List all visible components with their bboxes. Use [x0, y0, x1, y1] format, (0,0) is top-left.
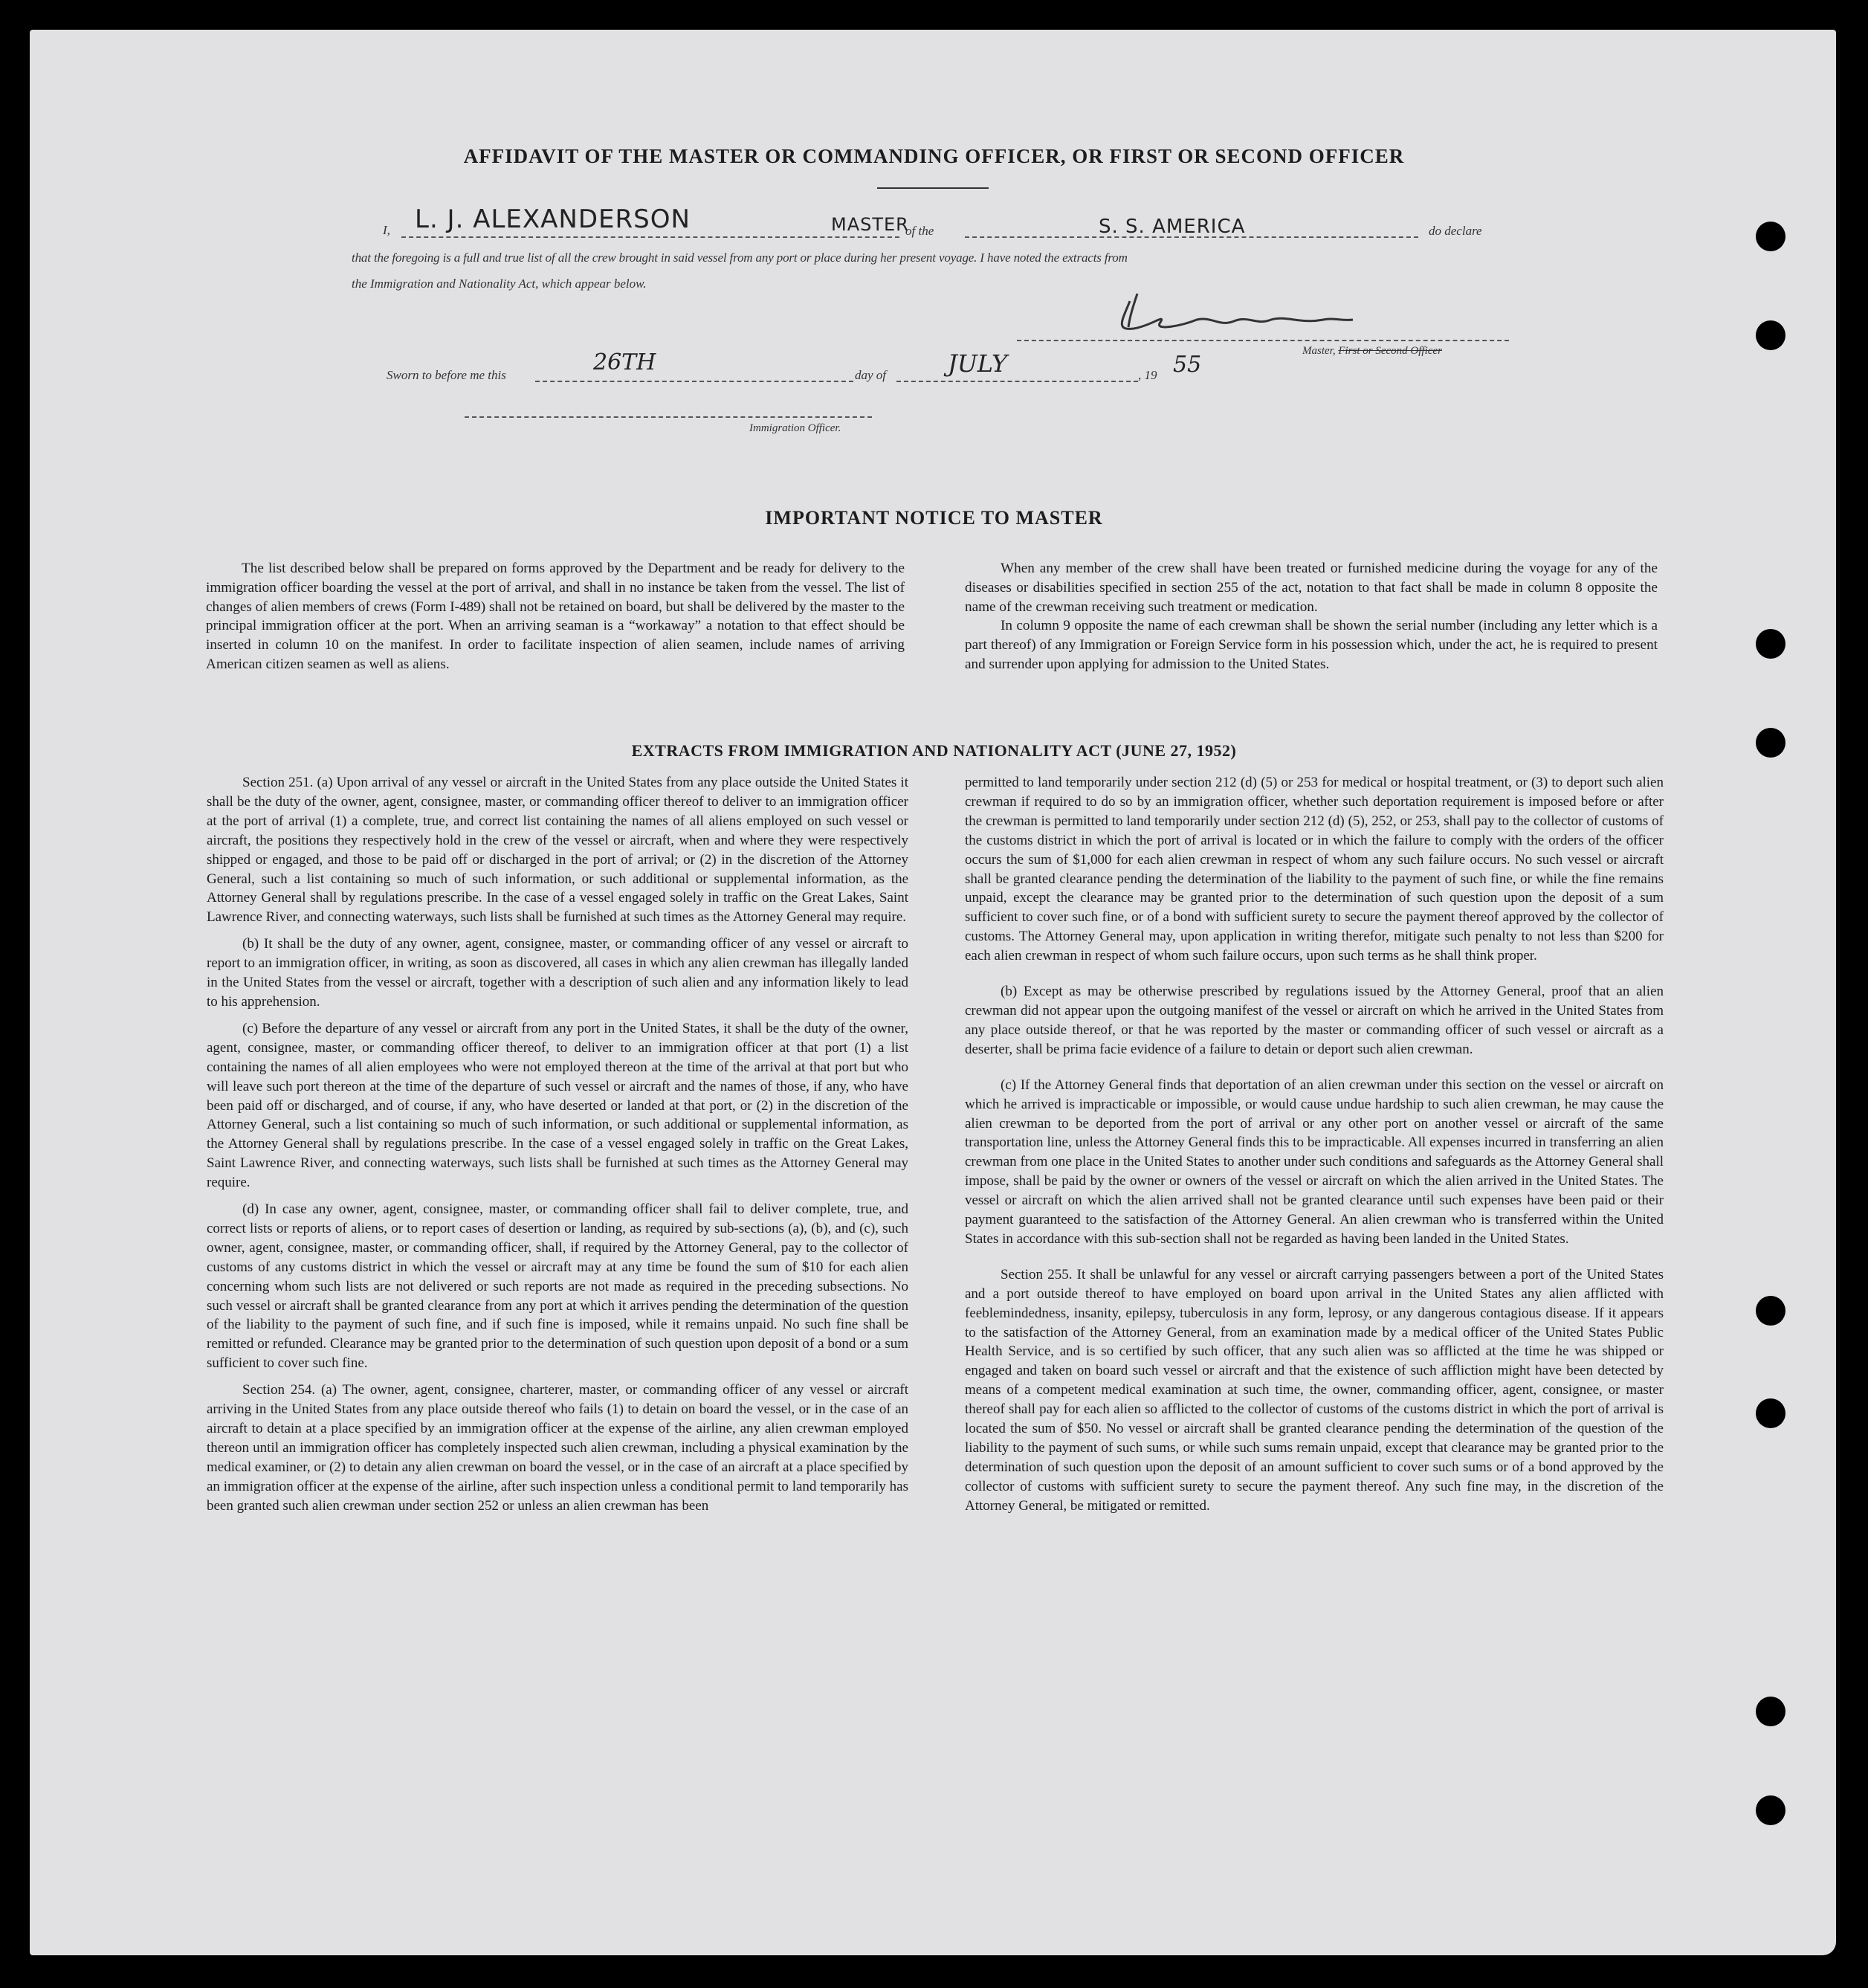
year-label: , 19	[1138, 368, 1157, 382]
declaration-line-1: that the foregoing is a full and true list of all the crew brought in said vessel from any port or place during her present voyage. I have noted the extracts from	[352, 251, 1128, 265]
notice-right-paragraph-1: When any member of the crew shall have been treated or furnished medicine during the voyage for any of the diseases or disabilities specified in section 255 of the act, notation to that fact shall be made in column 8 opposite the name of the crewman receiving such treatment or medication.	[965, 561, 1658, 615]
punch-hole	[1756, 222, 1785, 251]
immigration-officer-line	[465, 416, 872, 418]
notice-left-paragraph: The list described below shall be prepared on forms approved by the Department and be ready for delivery to the immigration officer boarding the vessel at the port of arrival, and shall in no instance be taken from the vessel. The list of changes of alien members of crews (Form I-489) shall not be retained on board, but shall be delivered by the master to the principal immigration officer at the port. When an arriving seaman is a “workaway” a notation to that effect should be inserted in column 10 on the manifest. In order to facilitate inspection of alien seamen, include names of arriving American citizen seamen as well as aliens.	[206, 561, 905, 672]
signature-caption-master: Master,	[1302, 345, 1336, 357]
notice-right-column	[965, 559, 1658, 674]
day-of-label: day of	[855, 368, 887, 382]
officer-rank: MASTER	[831, 214, 909, 235]
sworn-month: JULY	[948, 349, 1008, 378]
section-254-a: Section 254. (a) The owner, agent, consignee, charterer, master, or commanding officer of any vessel or aircraft arriving in the United States from any place outside thereof who fails (1) to detain on board the vessel, or in the case of an aircraft to detain at a place specified by an immigration officer at the expense of the airline, any alien crewman employed thereon until an immigration officer has completely inspected such alien crewman, including a physical examination by the medical examiner, or (2) to detain any alien crewman on board the vessel, or in the case of an aircraft at a place specified by an immigration officer at the expense of the airline, after such inspection unless a conditional permit to land temporarily has been granted such alien crewman under section 252 or unless an alien crewman has been	[207, 1382, 908, 1514]
affidavit-title: AFFIDAVIT OF THE MASTER OR COMMANDING OFFICER, OR FIRST OR SECOND OFFICER	[463, 145, 1405, 167]
section-254-c: (c) If the Attorney General finds that deportation of an alien crewman under this section on the vessel or aircraft on which he arrived is impracticable or impossible, or would cause undue hardship to such alien crewman, he may cause the alien crewman to be deported from the port of arrival or any other port on another vessel or aircraft of the same transportation line, unless the Attorney General finds this to be impracticable. All expenses incurred in transferring an alien crewman from one place in the United States to another under such conditions and safeguards as the Attorney General shall impose, shall be paid by the owner or owners of the vessel or aircraft on which the alien arrived in the United States. The vessel or aircraft on which the alien arrived shall not be granted clearance until such expenses have been paid or their payment guaranteed to the satisfaction of the Attorney General. An alien crewman who is transferred within the United States in accordance with this sub-section shall not be regarded as having been landed in the United States.	[965, 1077, 1664, 1247]
do-declare-label: do declare	[1429, 224, 1482, 238]
sworn-day-line	[535, 381, 853, 382]
section-251-d: (d) In case any owner, agent, consignee, master, or commanding officer shall fail to deliver complete, true, and correct lists or reports of aliens, or to report cases of desertion or landing, as required by sub-sections (a), (b), and (c), such owner, agent, consignee, master, or commanding officer, shall, if required by the Attorney General, pay to the collector of customs of any customs district in which the vessel or aircraft may at any time be found the sum of $10 for each alien concerning whom such lists are not delivered or such reports are not made as required in the preceding subsections. No such vessel or aircraft shall be granted clearance from any port at which it arrives pending the determination of the question of the liability to the payment of such fine, and if such fine is imposed, while it remains unpaid. No such fine shall be remitted or refunded. Clearance may be granted prior to the determination of such question upon deposit of a bond or a sum sufficient to cover such fine.	[207, 1201, 908, 1372]
extracts-right-column	[965, 773, 1664, 1516]
sworn-label: Sworn to before me this	[387, 368, 506, 382]
punch-hole	[1756, 320, 1785, 350]
signature-line	[1017, 340, 1509, 341]
sworn-year: 55	[1173, 352, 1202, 378]
officer-name: L. J. ALEXANDERSON	[415, 204, 691, 234]
punch-hole	[1756, 1795, 1785, 1825]
section-251-b: (b) It shall be the duty of any owner, agent, consignee, master, or commanding officer of any vessel or aircraft to report to an immigration officer, in writing, as soon as discovered, all cases in which any alien crewman has illegally landed in the United States from the vessel or aircraft, together with a description of such alien and any information likely to lead to his apprehension.	[207, 936, 908, 1010]
vessel-name: S. S. AMERICA	[1099, 216, 1246, 238]
i-prefix: I,	[383, 223, 390, 237]
punch-hole	[1756, 1697, 1785, 1726]
signature-caption	[1302, 345, 1442, 358]
extracts-title: EXTRACTS FROM IMMIGRATION AND NATIONALITY ACT (JUNE 27, 1952)	[631, 741, 1237, 760]
extracts-left-column	[207, 773, 908, 1516]
sworn-month-line	[896, 381, 1138, 382]
declaration-line-2: the Immigration and Nationality Act, which appear below.	[352, 277, 647, 291]
notice-right-paragraph-2: In column 9 opposite the name of each crewman shall be shown the serial number (including any letter which is a part thereof) of any Immigration or Foreign Service form in his possession which, under the act, he is required to present and surrender upon applying for admission to the United States.	[965, 618, 1658, 672]
sworn-day: 26TH	[593, 349, 656, 375]
punch-hole	[1756, 1398, 1785, 1428]
section-255: Section 255. It shall be unlawful for any vessel or aircraft carrying passengers between a port of the United States and a port outside thereof to have employed on board upon arrival in the United States any alien afflicted with feeblemindedness, insanity, epilepsy, tuberculosis in any form, leprosy, or any dangerous contagious disease. If it appears to the satisfaction of the Attorney General, from an examination made by a medical officer of the United States Public Health Service, and is so certified by such officer, that any such alien was so afflicted at the time he was shipped or engaged and taken on board such vessel or aircraft and that the existence of such affliction might have been detected by means of a competent medical examination at such time, the owner, commanding officer, agent, consignee, or master thereof shall pay for each alien so afflicted to the collector of customs of the customs district in which the port of arrival is located the sum of $50. No vessel or aircraft shall be granted clearance pending the determination of the question of the liability to the payment of such sums, or while such sums remain unpaid, except that clearance may be granted prior to the determination of such question upon the deposit of an amount sufficient to cover such sums or of a bond approved by the collector of customs with sufficient surety to secure the payment thereof. Any such fine may, in the discretion of the Attorney General, be mitigated or remitted.	[965, 1266, 1664, 1514]
section-254-b: (b) Except as may be otherwise prescribed by regulations issued by the Attorney General, proof that an alien crewman did not appear upon the outgoing manifest of the vessel or aircraft on which he arrived in the United States from any place outside thereof, or that he was reported by the master or commanding officer of such vessel or aircraft as a deserter, shall be prima facie evidence of a failure to detain or deport such alien crewman.	[965, 984, 1664, 1057]
notice-title: IMPORTANT NOTICE TO MASTER	[765, 507, 1103, 529]
section-254-a-continued: permitted to land temporarily under section 212 (d) (5) or 253 for medical or hospital treatment, or (3) to deport such alien crewman if required to do so by an immigration officer, whether such deportation requirement is imposed before or after the crewman is permitted to land temporarily under section 212 (d) (5), 252, or 253, shall pay to the collector of customs of the customs district in which the port of arrival is located or in which the failure to comply with the orders of the officer occurs the sum of $1,000 for each alien crewman in respect of whom any such failure occurs. No such vessel or aircraft shall be granted clearance pending the determination of the liability to the payment of such fine, or while the fine remains unpaid, except the clearance may be granted prior to the determination of such question upon the deposit of a sum sufficient to cover such fine, or of a bond with sufficient surety to secure the payment thereof approved by the collector of customs. The Attorney General may, upon application in writing therefor, mitigate such penalty to not less than $200 for each alien crewman in respect of whom such failure occurs, upon such terms as he shall think proper.	[965, 775, 1664, 964]
name-line	[401, 236, 899, 238]
punch-hole	[1756, 1296, 1785, 1326]
master-signature	[1108, 290, 1360, 342]
title-rule	[877, 187, 989, 189]
section-251-c: (c) Before the departure of any vessel or aircraft from any port in the United States, it shall be the duty of the owner, agent, consignee, master, or commanding officer thereof, to deliver to an immigration officer at that port (1) a list containing the names of all alien employees who were not employed thereon at the time of the arrival at that port but who will leave such port thereon at the time of the departure of such vessel or aircraft and the names of those, if any, who have been paid off or discharged, and of course, if any, who have deserted or landed at that port, or (2) in the discretion of the Attorney General, such a list containing so much of such information, or such additional or supplemental information, as the Attorney General shall by regulations prescribe. In the case of a vessel engaged solely in traffic on the Great Lakes, Saint Lawrence River, and connecting waterways, such lists shall be furnished at such times as the Attorney General may require.	[207, 1020, 908, 1191]
immigration-officer-label: Immigration Officer.	[749, 422, 841, 434]
of-the-label: of the	[905, 224, 934, 238]
section-251-a: Section 251. (a) Upon arrival of any vessel or aircraft in the United States from any place outside the United States it shall be the duty of the owner, agent, consignee, master, or commanding officer thereof to deliver to an immigration officer at the port of arrival (1) a complete, true, and correct list containing the names of all aliens employed on such vessel or aircraft, the positions they respectively hold in the crew of the vessel or aircraft, when and where they were respectively shipped or engaged, and those to be paid off or discharged in the port of arrival; or (2) in the discretion of the Attorney General, such a list containing so much of such information, or such additional or supplemental information, as the Attorney General shall by regulations prescribe. In the case of a vessel engaged solely in traffic on the Great Lakes, Saint Lawrence River, and connecting waterways, such lists shall be furnished at such times as the Attorney General may require.	[207, 775, 908, 926]
notice-left-column	[206, 559, 905, 674]
signature-caption-struck: First or Second Officer	[1338, 345, 1442, 357]
punch-hole	[1756, 629, 1785, 659]
